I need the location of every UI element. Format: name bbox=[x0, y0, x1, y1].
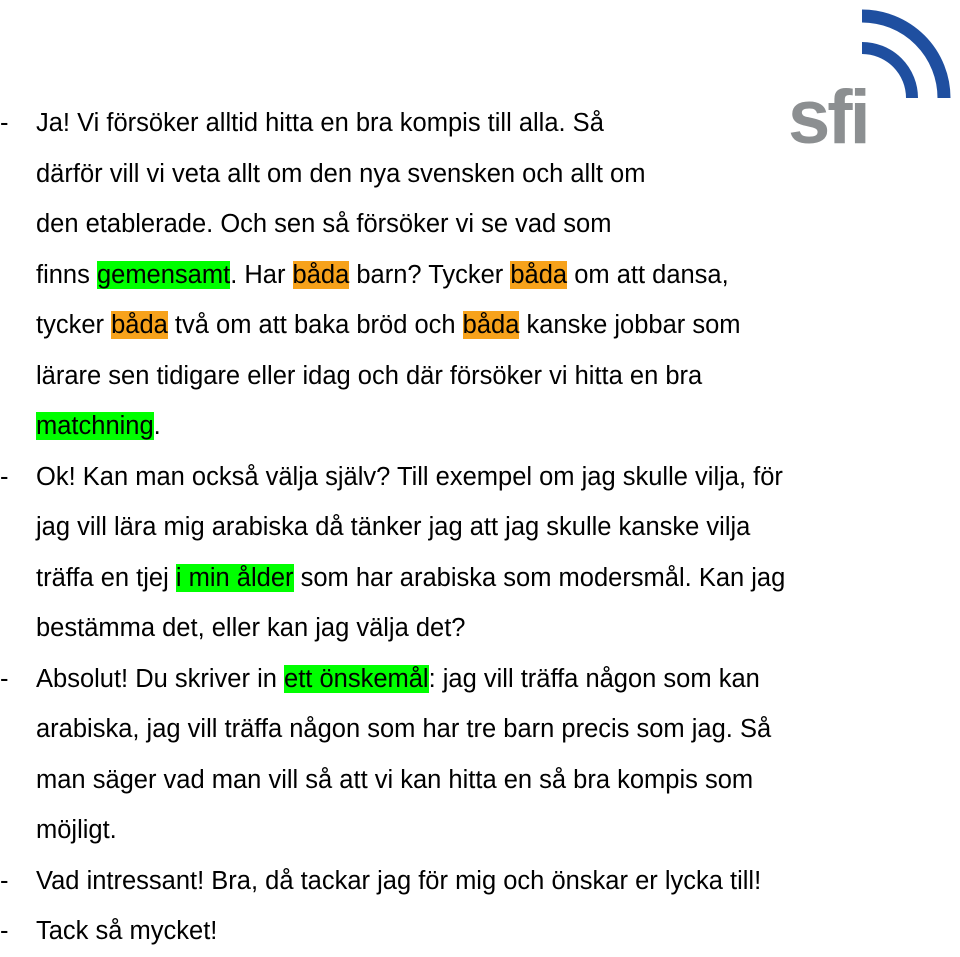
text-segment: lärare sen tidigare eller idag och där försöker vi hitta en bra bbox=[36, 361, 703, 390]
text-segment: därför vill vi veta allt om den nya svensken och allt om bbox=[36, 159, 646, 188]
highlighted-word: båda bbox=[111, 311, 168, 339]
dialogue-turn bbox=[0, 98, 960, 452]
text-segment: Vad intressant! Bra, då tackar jag för mig och önskar er lycka till! bbox=[36, 866, 762, 895]
text-segment: Ok! Kan man också välja själv? Till exempel om jag skulle vilja, för bbox=[36, 462, 783, 491]
highlighted-word: båda bbox=[510, 260, 568, 289]
text-segment: barn? Tycker bbox=[349, 260, 511, 289]
text-segment: arabiska, jag vill träffa någon som har tre barn precis som jag. Så bbox=[36, 715, 772, 743]
text-segment: jag vill lära mig arabiska då tänker jag att jag skulle kanske vilja bbox=[36, 513, 751, 541]
bullet-dash: - bbox=[0, 462, 9, 491]
text-segment: : jag vill träffa någon som kan bbox=[428, 664, 760, 693]
dialogue-turn bbox=[0, 654, 960, 856]
highlighted-word: matchning bbox=[36, 412, 154, 440]
dialogue-turn bbox=[0, 906, 960, 957]
bullet-dash: - bbox=[0, 664, 9, 693]
dialogue-turn bbox=[0, 452, 960, 654]
text-line bbox=[36, 906, 960, 957]
text-line bbox=[36, 452, 960, 503]
highlighted-word: ett önskemål bbox=[284, 664, 429, 693]
text-segment: Ja! Vi försöker alltid hitta en bra kompis till alla. Så bbox=[36, 109, 604, 137]
text-line bbox=[36, 401, 960, 452]
text-line bbox=[36, 98, 960, 149]
bullet-dash: - bbox=[0, 109, 9, 137]
dialogue-document bbox=[0, 98, 960, 957]
text-segment: träffa en tjej bbox=[36, 563, 176, 592]
text-segment: finns bbox=[36, 260, 97, 289]
bullet-dash: - bbox=[0, 866, 9, 895]
text-line bbox=[36, 553, 960, 604]
text-segment: två om att baka bröd och bbox=[167, 311, 463, 339]
text-segment: Tack så mycket! bbox=[36, 917, 218, 945]
text-segment: möjligt. bbox=[36, 816, 117, 844]
text-segment: tycker bbox=[36, 311, 112, 339]
text-segment: kanske jobbar som bbox=[519, 311, 741, 339]
text-line bbox=[36, 603, 960, 654]
text-segment: man säger vad man vill så att vi kan hitta en så bra kompis som bbox=[36, 765, 754, 794]
text-segment: om att dansa, bbox=[567, 260, 729, 289]
dialogue-turn bbox=[0, 856, 960, 907]
text-segment: Absolut! Du skriver in bbox=[36, 664, 285, 693]
text-line bbox=[36, 805, 960, 856]
logo-text: sfi bbox=[788, 75, 868, 160]
text-segment: . bbox=[153, 412, 161, 440]
text-line bbox=[36, 856, 960, 907]
highlighted-word: i min ålder bbox=[175, 563, 294, 592]
text-line bbox=[36, 654, 960, 705]
text-segment: som har arabiska som modersmål. Kan jag bbox=[293, 563, 786, 592]
text-line bbox=[36, 351, 960, 402]
highlighted-word: gemensamt bbox=[96, 260, 231, 289]
text-segment: . Har bbox=[230, 260, 293, 289]
highlighted-word: båda bbox=[292, 260, 350, 289]
text-line bbox=[36, 250, 960, 301]
highlighted-word: båda bbox=[462, 311, 520, 339]
text-line bbox=[36, 704, 960, 755]
bullet-dash: - bbox=[0, 917, 9, 945]
text-line bbox=[36, 300, 960, 351]
text-segment: bestämma det, eller kan jag välja det? bbox=[36, 614, 466, 642]
text-line bbox=[36, 149, 960, 200]
text-line bbox=[36, 502, 960, 553]
text-line bbox=[36, 755, 960, 806]
text-line bbox=[36, 199, 960, 250]
text-segment: den etablerade. Och sen så försöker vi se vad som bbox=[36, 210, 612, 238]
